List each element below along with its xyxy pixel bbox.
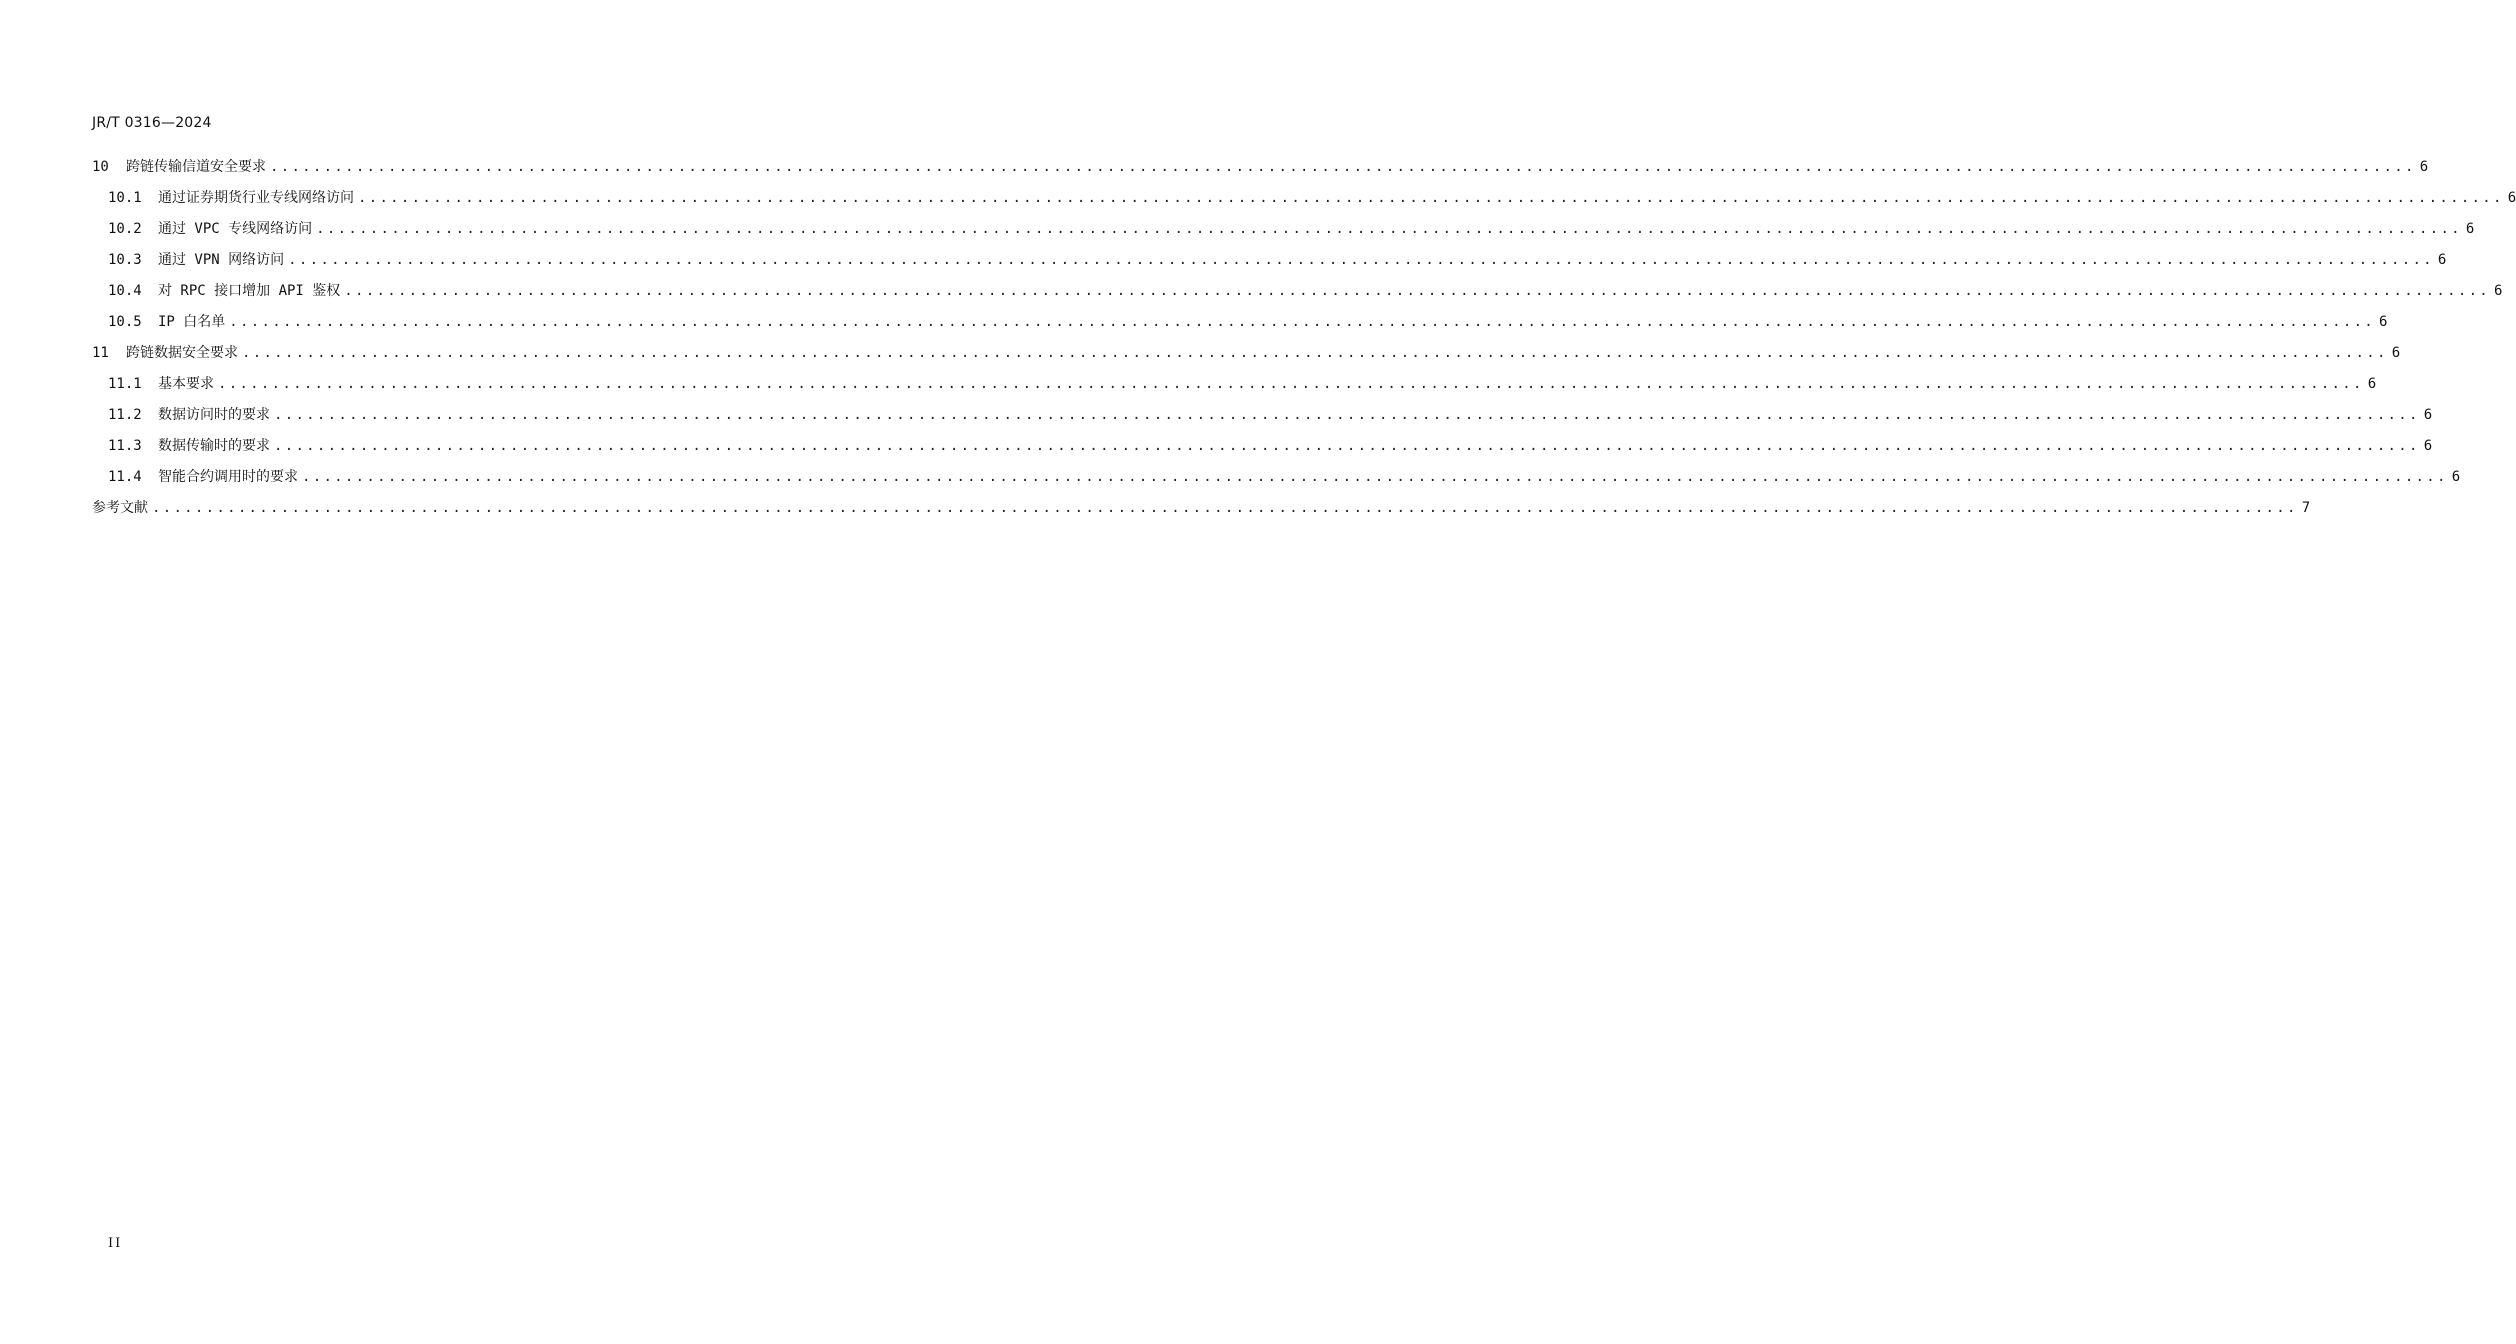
toc-leader-dots: ........................................................................................................................................................................................................ (302, 469, 2448, 485)
toc-page-number: 6 (2423, 407, 2433, 423)
toc-title: 通过 VPN 网络访问 (158, 252, 285, 268)
toc-number: 10.1 (108, 190, 142, 206)
toc-page-number: 7 (2301, 500, 2311, 516)
toc-leader-dots: ........................................................................................................................................................................................................ (344, 283, 2491, 299)
toc-title: 对 RPC 接口增加 API 鉴权 (158, 283, 341, 299)
toc-entry-10-2[interactable] (92, 218, 2475, 249)
toc-page-number: 6 (2465, 221, 2475, 237)
toc-leader-dots: ........................................................................................................................................................................................................ (229, 314, 2376, 330)
toc-number: 10.5 (108, 314, 142, 330)
toc-title: 通过证券期货行业专线网络访问 (158, 190, 354, 206)
toc-leader-dots: ........................................................................................................................................................................................................ (270, 159, 2416, 175)
toc-page-number: 6 (2379, 314, 2388, 330)
toc-number: 11.1 (108, 376, 142, 392)
toc-page-number: 6 (2419, 159, 2429, 175)
toc-page-number: 6 (2437, 252, 2447, 268)
toc-leader-dots: ........................................................................................................................................................................................................ (274, 438, 2420, 454)
toc-entry-10[interactable] (92, 156, 2429, 187)
table-of-contents (92, 156, 2516, 528)
toc-entry-11[interactable] (92, 342, 2401, 373)
toc-title: 参考文献 (92, 500, 148, 516)
toc-title: 跨链传输信道安全要求 (126, 159, 266, 175)
toc-leader-dots: ........................................................................................................................................................................................................ (218, 376, 2364, 392)
toc-number: 11.3 (108, 438, 142, 454)
toc-number: 10 (92, 159, 109, 175)
toc-number: 11 (92, 345, 109, 361)
toc-entry-10-4[interactable] (92, 280, 2503, 311)
toc-title: 基本要求 (158, 376, 214, 392)
toc-title: 数据访问时的要求 (158, 407, 270, 423)
document-code: JR/T 0316—2024 (92, 115, 212, 131)
toc-leader-dots: ........................................................................................................................................................................................................ (316, 221, 2462, 237)
toc-entry-11-4[interactable] (92, 466, 2461, 497)
toc-page-number: 6 (2451, 469, 2461, 485)
toc-page-number: 6 (2423, 438, 2433, 454)
toc-entry-11-3[interactable] (92, 435, 2433, 466)
toc-leader-dots: ........................................................................................................................................................................................................ (358, 190, 2504, 206)
page-number: II (108, 1236, 123, 1251)
toc-number: 11.4 (108, 469, 142, 485)
toc-page-number: 6 (2494, 283, 2503, 299)
toc-entry-11-1[interactable] (92, 373, 2377, 404)
toc-entry-10-1[interactable] (92, 187, 2516, 218)
toc-entry-11-2[interactable] (92, 404, 2433, 435)
toc-page-number: 6 (2391, 345, 2401, 361)
toc-title: 智能合约调用时的要求 (158, 469, 298, 485)
toc-title: 跨链数据安全要求 (126, 345, 238, 361)
toc-leader-dots: ........................................................................................................................................................................................................ (288, 252, 2434, 268)
toc-leader-dots: ........................................................................................................................................................................................................ (152, 500, 2298, 516)
toc-leader-dots: ........................................................................................................................................................................................................ (242, 345, 2388, 361)
toc-title: 数据传输时的要求 (158, 438, 270, 454)
toc-number: 11.2 (108, 407, 142, 423)
toc-page-number: 6 (2507, 190, 2516, 206)
toc-number: 10.4 (108, 283, 142, 299)
toc-entry-10-3[interactable] (92, 249, 2447, 280)
toc-page-number: 6 (2367, 376, 2377, 392)
toc-entry-references[interactable] (92, 497, 2311, 528)
toc-leader-dots: ........................................................................................................................................................................................................ (274, 407, 2420, 423)
toc-number: 10.3 (108, 252, 142, 268)
toc-number: 10.2 (108, 221, 142, 237)
toc-entry-10-5[interactable] (92, 311, 2388, 342)
toc-title: 通过 VPC 专线网络访问 (158, 221, 313, 237)
toc-title: IP 白名单 (158, 314, 226, 330)
